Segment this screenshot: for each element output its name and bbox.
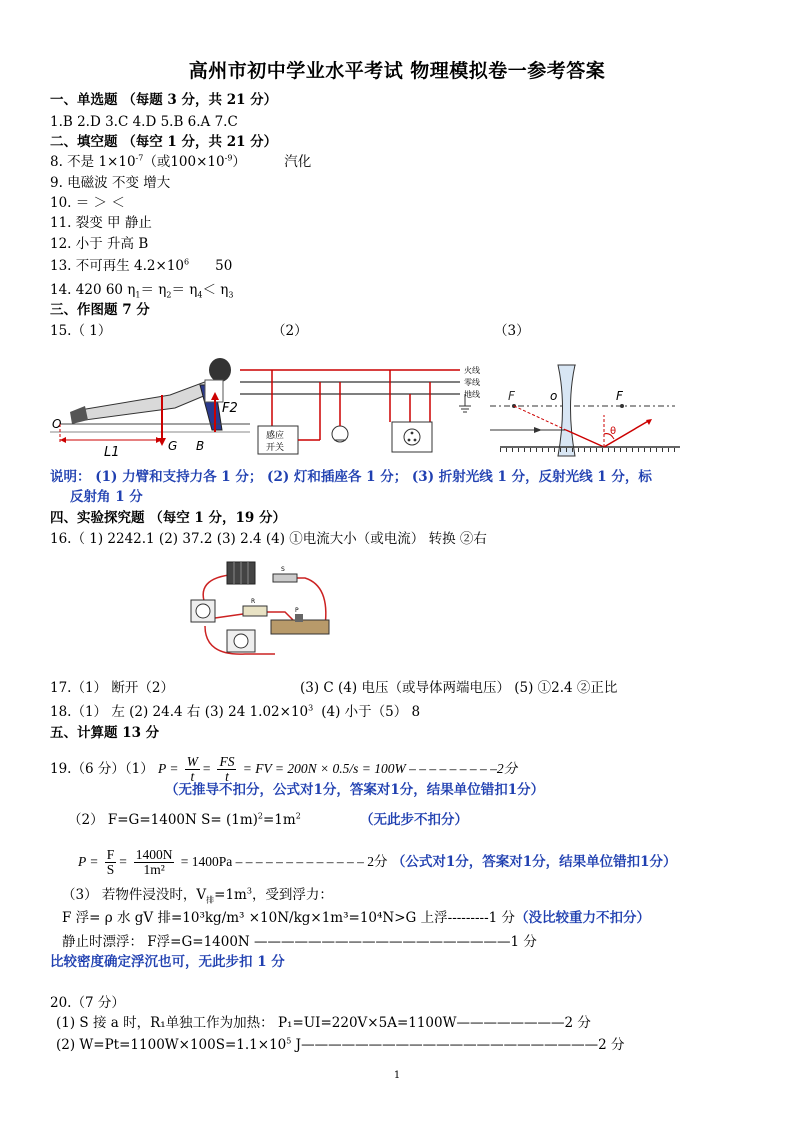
q18-answer: 18.（1） 左 (2) 24.4 右 (3) 24 $1.02\times 10^3$ (4) 小于（5） 8: [50, 703, 421, 720]
pushup-lever-diagram: [50, 340, 250, 460]
q19-scoring-note-2: （无此步不扣分）: [360, 812, 468, 828]
pivot-O-label: O: [52, 417, 62, 431]
section-4-heading: 四、实验探究题 （每空 1 分，19 分）: [50, 510, 286, 526]
q19-pressure-formula: P = $\frac{F}{S}$ = $\frac{1400N}{\text{1m²}}$ = 1400Pa – – – – – – – – – – – – – 2分 （公式对1分，答案对1分，结果单位错扣1分）: [78, 847, 677, 877]
svg-text:R: R: [251, 598, 256, 605]
lever-arm-L1-label: L1: [104, 445, 120, 460]
neutral-wire-label: 零线: [464, 378, 480, 387]
q15-scoring-note-1: 说明： (1) 力臂和支持力各 1 分； (2) 灯和插座各 1 分； (3) 折射光线 1 分，反射光线 1 分，标: [50, 469, 652, 485]
section-2-heading: 二、填空题 （每空 1 分，共 21 分）: [50, 134, 278, 150]
q14-answer: 14. 420 60 $\eta_1= \eta_2= \eta_4< \eta_3$: [50, 282, 234, 300]
q17-answer-part2: (3) C (4) 电压（或导体两端电压） (5) ①2.4 ②正比: [300, 680, 618, 696]
q17-answer-part1: 17.（1） 断开（2）: [50, 680, 174, 696]
experiment-circuit-photo: [185, 556, 337, 661]
section-1-heading: 一、单选题 （每题 3 分，共 21 分）: [50, 92, 278, 108]
q20-part1: (1) S 接 a 时，R₁单独工作为加热： P₁=UI=220V×5A=1100W————————2 分: [56, 1015, 591, 1031]
force-F2-label: F2: [222, 401, 238, 416]
q15-part2-label: （2）: [272, 323, 308, 339]
q19-buoyancy-line: F 浮= ρ 水 gV 排=10³kg/m³ ×10N/kg×1m³=10⁴N>G 上浮---------1 分（没比较重力不扣分）: [62, 910, 651, 926]
q19-floating-line: 静止时漂浮： F浮=G=1400N ———————————————————1 分: [62, 934, 537, 950]
svg-text:S: S: [281, 566, 285, 573]
q19-scoring-note-5: 比较密度确定浮沉也可，无此步扣 1 分: [50, 954, 285, 970]
q15-label: 15.（ 1）: [50, 323, 112, 339]
q9-answer: 9. 电磁波 不变 增大: [50, 175, 171, 191]
q16-answer: 16.（ 1) 2242.1 (2) 37.2 (3) 2.4 (4) ①电流大小（或电流） 转换 ②右: [50, 531, 487, 547]
gravity-G-label: G: [168, 439, 178, 453]
optical-center-label: o: [550, 389, 558, 403]
q15-part3-label: （3）: [494, 323, 530, 339]
focal-point-left-label: F: [508, 389, 515, 403]
page-title: 高州市初中学业水平考试 物理模拟卷一参考答案: [188, 60, 606, 82]
q19-scoring-note-1: （无推导不扣分，公式对1分，答案对1分，结果单位错扣1分）: [165, 782, 545, 798]
q20-part2: (2) $W=Pt=1100W\times 100S=1.1\times 10^5$ J——————————————————————2 分: [56, 1036, 625, 1053]
page-number: 1: [393, 1070, 401, 1081]
q13-answer: 13. 不可再生 $4.2\times 10^6$ 50: [50, 257, 233, 274]
q19-part1: 19.（6 分）（1） P = $\frac{W}{t}$ = $\frac{FS}{t}$ = FV = 200N × 0.5/s = 100W – – – – – – – – –2分: [50, 754, 518, 784]
q19-part3-intro: （3） 若物件浸没时，$V_排=1m^3$，受到浮力：: [62, 886, 333, 905]
sensor-switch-label-2: 开关: [266, 443, 285, 453]
q11-answer: 11. 裂变 甲 静止: [50, 215, 152, 231]
focal-point-right-label: F: [616, 389, 623, 403]
q20-heading: 20.（7 分）: [50, 995, 125, 1011]
reflection-angle-label: θ: [610, 426, 617, 437]
section-5-heading: 五、计算题 13 分: [50, 725, 160, 741]
ground-wire-label: 地线: [464, 390, 480, 399]
q15-scoring-note-2: 反射角 1 分: [70, 489, 143, 505]
q12-answer: 12. 小于 升高 B: [50, 236, 149, 252]
section-3-heading: 三、作图题 7 分: [50, 302, 150, 318]
point-B-label: B: [196, 439, 205, 453]
live-wire-label: 火线: [464, 366, 480, 375]
q1-7-answers: 1.B 2.D 3.C 4.D 5.B 6.A 7.C: [50, 114, 238, 130]
q10-answer: 10. ＝ ＞ ＜: [50, 195, 125, 211]
svg-text:P: P: [295, 607, 299, 614]
q8-answer: 8. 不是 $1\times 10^{-7}$（或$100\times 10^{-9}$） 汽化: [50, 153, 312, 170]
household-circuit-diagram: [240, 358, 490, 458]
sensor-switch-label-1: 感应: [266, 431, 285, 441]
q19-part2: （2） F=G=1400N $S= (1m)^2=1m^2$: [68, 811, 301, 828]
concave-lens-diagram: [490, 360, 690, 460]
